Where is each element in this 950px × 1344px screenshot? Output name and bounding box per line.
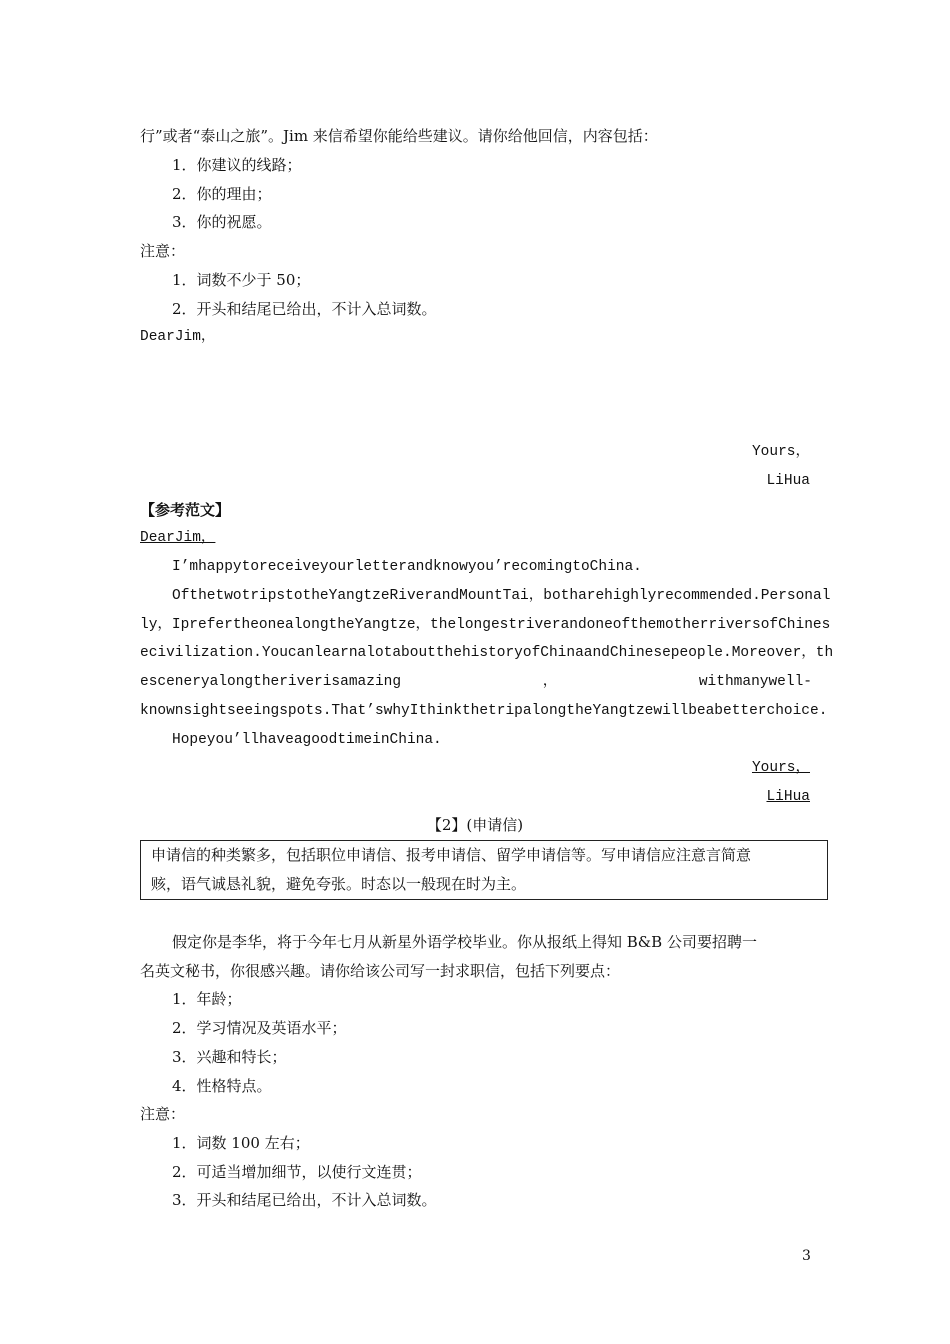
task2-line-2: 名英文秘书，你很感兴趣。请你给该公司写一封求职信，包括下列要点： <box>140 962 621 980</box>
task2-point-4: 4．性格特点。 <box>172 1077 272 1095</box>
task1-note-1: 1．词数不少于 50； <box>172 271 311 289</box>
section2-title: 【2】(申请信) <box>426 816 524 834</box>
task1-point-3: 3．你的祝愿。 <box>172 213 272 231</box>
task2-note-1: 1．词数 100 左右； <box>172 1134 310 1152</box>
tip-line-1: 申请信的种类繁多，包括职位申请信、报考申请信、留学申请信等。写申请信应注意言简意 <box>151 846 752 864</box>
sample-line-2: OfthetwotripstotheYangtzeRiverandMountTai，botharehighlyrecommended.Personal <box>172 588 831 604</box>
sample-signature: LiHua <box>766 789 810 805</box>
sample-line-3: ly，IprefertheonealongtheYangtze，thelongestriverandoneofthemotherriversofChines <box>140 617 831 633</box>
task2-note-2: 2．可适当增加细节，以使行文连贯； <box>172 1163 422 1181</box>
task1-point-2: 2．你的理由； <box>172 185 272 203</box>
sample-line-6: knownsightseeingspots.That’swhyIthinkthetripalongtheYangtzewillbeabetterchoice. <box>140 703 828 719</box>
tip-line-2: 赅，语气诚恳礼貌，避免夸张。时态以一般现在时为主。 <box>151 875 527 893</box>
task1-signature: LiHua <box>766 473 810 489</box>
sample-justified-line <box>140 672 812 692</box>
page-number: 3 <box>802 1248 811 1264</box>
task2-note-3: 3．开头和结尾已给出，不计入总词数。 <box>172 1191 437 1209</box>
task2-point-2: 2．学习情况及英语水平； <box>172 1019 347 1037</box>
sample-justified-part-2: ， <box>542 674 558 690</box>
sample-line-4: ecivilization.YoucanlearnalotaboutthehistoryofChinaandChinesepeople.Moreover，th <box>140 645 834 661</box>
section2-tip-box <box>140 840 828 900</box>
sample-justified-part-3: withmanywell- <box>698 674 812 690</box>
sample-closing: Yours， <box>751 760 810 776</box>
task1-closing: Yours， <box>751 444 810 460</box>
task2-point-3: 3．兴趣和特长； <box>172 1048 287 1066</box>
sample-greeting: DearJim， <box>140 530 216 546</box>
sample-last-paragraph: Hopeyou’llhaveagoodtimeinChina. <box>172 732 442 748</box>
sample-line-1: I’mhappytoreceiveyourletterandknowyou’recomingtoChina. <box>172 559 642 575</box>
task2-point-1: 1．年龄； <box>172 990 242 1008</box>
sample-heading: 【参考范文】 <box>140 501 231 519</box>
task1-intro: 行”或者“泰山之旅”。Jim 来信希望你能给些建议。请你给他回信，内容包括： <box>140 127 658 145</box>
task1-greeting: DearJim， <box>140 329 216 345</box>
task2-note-label: 注意： <box>140 1105 186 1123</box>
task2-line-1: 假定你是李华，将于今年七月从新星外语学校毕业。你从报纸上得知 B&B 公司要招聘一 <box>172 933 757 951</box>
task1-note-label: 注意： <box>140 242 186 260</box>
task1-point-1: 1．你建议的线路； <box>172 156 302 174</box>
sample-justified-part-1: esceneryalongtheriverisamazing <box>140 674 402 690</box>
task1-note-2: 2．开头和结尾已给出，不计入总词数。 <box>172 300 437 318</box>
